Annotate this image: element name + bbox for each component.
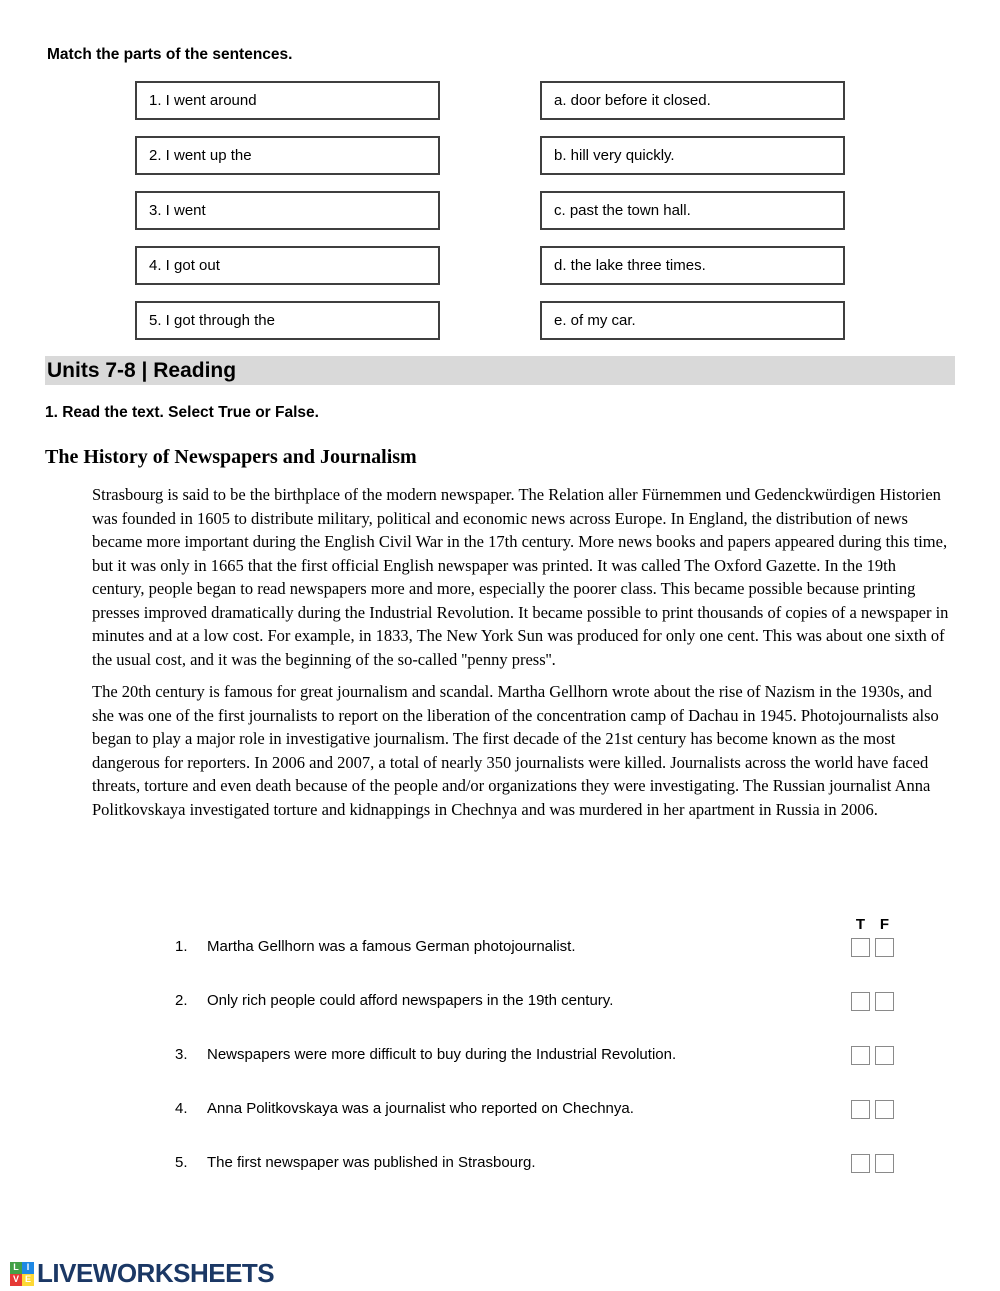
match-left-5[interactable]: 5. I got through the bbox=[135, 301, 440, 340]
logo-square-i: I bbox=[22, 1262, 34, 1274]
match-right-a[interactable]: a. door before it closed. bbox=[540, 81, 845, 120]
match-left-4[interactable]: 4. I got out bbox=[135, 246, 440, 285]
false-column-label: F bbox=[879, 916, 890, 933]
tf-statement-row-5 bbox=[175, 1154, 894, 1176]
false-checkbox-4[interactable] bbox=[875, 1100, 894, 1119]
logo-square-e: E bbox=[22, 1274, 34, 1286]
tf-checkbox-group bbox=[851, 992, 894, 1011]
statement-text: The first newspaper was published in Strasbourg. bbox=[207, 1154, 536, 1171]
section-header: Units 7-8 | Reading bbox=[45, 356, 955, 385]
match-right-c[interactable]: c. past the town hall. bbox=[540, 191, 845, 230]
match-right-e[interactable]: e. of my car. bbox=[540, 301, 845, 340]
match-left-2[interactable]: 2. I went up the bbox=[135, 136, 440, 175]
statement-number: 5. bbox=[175, 1154, 188, 1171]
article-paragraph-2: The 20th century is famous for great journalism and scandal. Martha Gellhorn wrote about the rise of Nazism in the 1930s, and she was one of the first journalists to report on the liberation of the concentration camp of Dachau in 1945. Photojournalists also began to play a major role in investigative journalism. The first decade of the 21st century has become known as the most dangerous for reporters. In 2006 and 2007, a total of nearly 350 journalists were killed. Journalists across the world have faced threats, torture and even death because of the people and/or organizations they were investigating. The Russian journalist Anna Politkovskaya investigated torture and kidnappings in Chechnya and was murdered in her apartment in Russia in 2006. bbox=[92, 682, 939, 819]
tf-checkbox-group bbox=[851, 1154, 894, 1173]
task-instruction: 1. Read the text. Select True or False. bbox=[45, 404, 319, 421]
tf-statement-row-3 bbox=[175, 1046, 894, 1068]
false-checkbox-3[interactable] bbox=[875, 1046, 894, 1065]
tf-checkbox-group bbox=[851, 1046, 894, 1065]
article-body bbox=[92, 483, 950, 830]
liveworksheets-logo-icon bbox=[10, 1262, 34, 1286]
true-checkbox-5[interactable] bbox=[851, 1154, 870, 1173]
tf-statement-row-4 bbox=[175, 1100, 894, 1122]
article-paragraph-1: Strasbourg is said to be the birthplace of the modern newspaper. The Relation aller Fürnemmen und Gedenckwürdigen Historien was founded in 1605 to distribute military, political and economic news across Europe. In England, the distribution of news became more important during the English Civil War in the 17th century. More news books and papers appeared during this time, but it was only in 1665 that the first official English newspaper was printed. It was called The Oxford Gazette. In the 19th century, people began to read newspapers more and more, especially the poorer class. This became possible because printing presses improved dramatically during the Industrial Revolution. It became possible to print thousands of copies of a newspaper in minutes and at a low cost. For example, in 1833, The New York Sun was produced for only one cent. This was about one sixth of the usual cost, and it was the beginning of the so-called ''penny press''. bbox=[92, 485, 949, 669]
matching-exercise bbox=[135, 81, 845, 340]
matching-instruction: Match the parts of the sentences. bbox=[47, 46, 293, 63]
true-column-label: T bbox=[855, 916, 866, 933]
true-checkbox-2[interactable] bbox=[851, 992, 870, 1011]
false-checkbox-2[interactable] bbox=[875, 992, 894, 1011]
article-title: The History of Newspapers and Journalism bbox=[45, 446, 417, 468]
statement-number: 4. bbox=[175, 1100, 188, 1117]
statement-text: Newspapers were more difficult to buy during the Industrial Revolution. bbox=[207, 1046, 677, 1063]
footer bbox=[10, 1258, 274, 1289]
tf-checkbox-group bbox=[851, 1100, 894, 1119]
match-left-3[interactable]: 3. I went bbox=[135, 191, 440, 230]
match-right-d[interactable]: d. the lake three times. bbox=[540, 246, 845, 285]
tf-checkbox-group bbox=[851, 938, 894, 957]
statement-number: 2. bbox=[175, 992, 188, 1009]
statement-number: 3. bbox=[175, 1046, 188, 1063]
tf-statement-row-2 bbox=[175, 992, 894, 1014]
tf-column-header bbox=[851, 916, 894, 933]
false-checkbox-1[interactable] bbox=[875, 938, 894, 957]
logo-square-l: L bbox=[10, 1262, 22, 1274]
true-checkbox-3[interactable] bbox=[851, 1046, 870, 1065]
statement-number: 1. bbox=[175, 938, 188, 955]
false-checkbox-5[interactable] bbox=[875, 1154, 894, 1173]
match-left-1[interactable]: 1. I went around bbox=[135, 81, 440, 120]
statement-text: Anna Politkovskaya was a journalist who reported on Chechnya. bbox=[207, 1100, 634, 1117]
statement-text: Only rich people could afford newspapers in the 19th century. bbox=[207, 992, 614, 1009]
true-checkbox-4[interactable] bbox=[851, 1100, 870, 1119]
true-checkbox-1[interactable] bbox=[851, 938, 870, 957]
statement-text: Martha Gellhorn was a famous German photojournalist. bbox=[207, 938, 576, 955]
brand-text: LIVEWORKSHEETS bbox=[37, 1258, 275, 1288]
tf-statements bbox=[175, 938, 894, 1208]
logo-square-v: V bbox=[10, 1274, 22, 1286]
tf-statement-row-1 bbox=[175, 938, 894, 960]
match-right-b[interactable]: b. hill very quickly. bbox=[540, 136, 845, 175]
